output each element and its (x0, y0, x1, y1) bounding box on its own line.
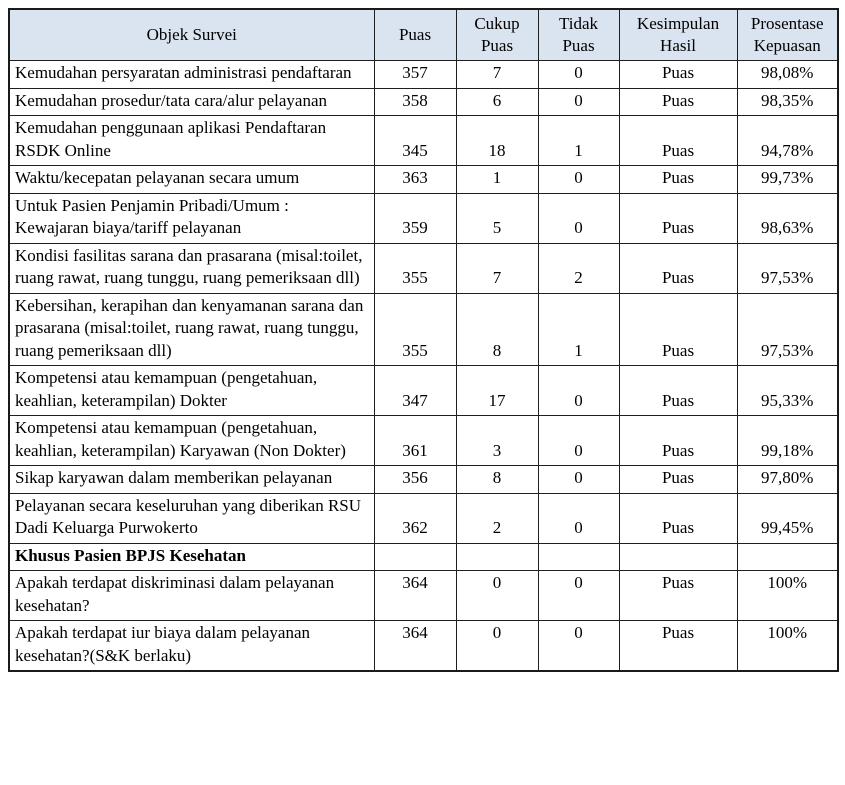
column-header-cukup-puas: Cukup Puas (456, 9, 538, 61)
cell-objek-survei: Pelayanan secara keseluruhan yang diberikan RSU Dadi Keluarga Purwokerto (9, 493, 374, 543)
table-row (9, 493, 838, 543)
cell-cukup-puas: 7 (456, 243, 538, 293)
cell-objek-survei: Kemudahan prosedur/tata cara/alur pelayanan (9, 88, 374, 116)
table-row (9, 88, 838, 116)
cell-prosentase-kepuasan: 97,53% (737, 293, 838, 366)
table-row (9, 621, 838, 672)
section-header-row (9, 543, 838, 571)
cell-cukup-puas: 18 (456, 116, 538, 166)
table-row (9, 166, 838, 194)
table-row (9, 61, 838, 89)
cell-kesimpulan-hasil: Puas (619, 193, 737, 243)
cell-tidak-puas: 0 (538, 193, 619, 243)
cell-cukup-puas: 2 (456, 493, 538, 543)
cell-puas: 355 (374, 243, 456, 293)
cell-tidak-puas: 0 (538, 61, 619, 89)
cell-prosentase-kepuasan (737, 543, 838, 571)
cell-tidak-puas: 0 (538, 366, 619, 416)
cell-prosentase-kepuasan: 99,45% (737, 493, 838, 543)
cell-cukup-puas: 5 (456, 193, 538, 243)
cell-prosentase-kepuasan: 98,35% (737, 88, 838, 116)
cell-objek-survei: Kompetensi atau kemampuan (pengetahuan, keahlian, keterampilan) Dokter (9, 366, 374, 416)
cell-kesimpulan-hasil: Puas (619, 416, 737, 466)
cell-puas (374, 543, 456, 571)
cell-kesimpulan-hasil: Puas (619, 166, 737, 194)
cell-objek-survei: Kemudahan persyaratan administrasi pendaftaran (9, 61, 374, 89)
cell-cukup-puas: 8 (456, 293, 538, 366)
table-row (9, 466, 838, 494)
cell-objek-survei: Khusus Pasien BPJS Kesehatan (9, 543, 374, 571)
cell-cukup-puas (456, 543, 538, 571)
cell-puas: 356 (374, 466, 456, 494)
cell-puas: 359 (374, 193, 456, 243)
cell-tidak-puas: 0 (538, 416, 619, 466)
cell-puas: 363 (374, 166, 456, 194)
cell-puas: 361 (374, 416, 456, 466)
cell-kesimpulan-hasil: Puas (619, 243, 737, 293)
cell-kesimpulan-hasil: Puas (619, 88, 737, 116)
table-row (9, 571, 838, 621)
cell-prosentase-kepuasan: 94,78% (737, 116, 838, 166)
cell-kesimpulan-hasil (619, 543, 737, 571)
table-row (9, 116, 838, 166)
cell-prosentase-kepuasan: 98,63% (737, 193, 838, 243)
cell-prosentase-kepuasan: 100% (737, 621, 838, 672)
cell-prosentase-kepuasan: 95,33% (737, 366, 838, 416)
table-row (9, 193, 838, 243)
column-header-prosentase-kepuasan: Prosentase Kepuasan (737, 9, 838, 61)
cell-cukup-puas: 0 (456, 621, 538, 672)
cell-prosentase-kepuasan: 97,53% (737, 243, 838, 293)
table-row (9, 366, 838, 416)
column-header-kesimpulan-hasil: Kesimpulan Hasil (619, 9, 737, 61)
column-header-puas: Puas (374, 9, 456, 61)
cell-tidak-puas: 0 (538, 166, 619, 194)
cell-tidak-puas: 0 (538, 571, 619, 621)
cell-cukup-puas: 6 (456, 88, 538, 116)
cell-objek-survei: Kompetensi atau kemampuan (pengetahuan, keahlian, keterampilan) Karyawan (Non Dokter) (9, 416, 374, 466)
survey-results-table (8, 8, 839, 672)
cell-puas: 364 (374, 571, 456, 621)
column-header-objek-survei: Objek Survei (9, 9, 374, 61)
cell-tidak-puas (538, 543, 619, 571)
table-row (9, 243, 838, 293)
cell-kesimpulan-hasil: Puas (619, 61, 737, 89)
cell-puas: 345 (374, 116, 456, 166)
table-header (9, 9, 838, 61)
cell-prosentase-kepuasan: 98,08% (737, 61, 838, 89)
cell-kesimpulan-hasil: Puas (619, 493, 737, 543)
cell-tidak-puas: 2 (538, 243, 619, 293)
table-row (9, 293, 838, 366)
cell-tidak-puas: 0 (538, 621, 619, 672)
cell-cukup-puas: 0 (456, 571, 538, 621)
cell-prosentase-kepuasan: 99,18% (737, 416, 838, 466)
cell-kesimpulan-hasil: Puas (619, 466, 737, 494)
cell-prosentase-kepuasan: 99,73% (737, 166, 838, 194)
cell-puas: 357 (374, 61, 456, 89)
cell-objek-survei: Waktu/kecepatan pelayanan secara umum (9, 166, 374, 194)
cell-objek-survei: Sikap karyawan dalam memberikan pelayanan (9, 466, 374, 494)
cell-cukup-puas: 7 (456, 61, 538, 89)
cell-objek-survei: Kemudahan penggunaan aplikasi Pendaftaran RSDK Online (9, 116, 374, 166)
cell-kesimpulan-hasil: Puas (619, 571, 737, 621)
cell-objek-survei: Untuk Pasien Penjamin Pribadi/Umum : Kewajaran biaya/tariff pelayanan (9, 193, 374, 243)
cell-kesimpulan-hasil: Puas (619, 293, 737, 366)
cell-kesimpulan-hasil: Puas (619, 116, 737, 166)
cell-puas: 355 (374, 293, 456, 366)
cell-puas: 362 (374, 493, 456, 543)
cell-objek-survei: Apakah terdapat iur biaya dalam pelayanan kesehatan?(S&K berlaku) (9, 621, 374, 672)
cell-tidak-puas: 0 (538, 466, 619, 494)
cell-cukup-puas: 1 (456, 166, 538, 194)
cell-prosentase-kepuasan: 97,80% (737, 466, 838, 494)
cell-prosentase-kepuasan: 100% (737, 571, 838, 621)
table-row (9, 416, 838, 466)
cell-puas: 358 (374, 88, 456, 116)
table-body (9, 61, 838, 672)
cell-objek-survei: Kondisi fasilitas sarana dan prasarana (misal:toilet, ruang rawat, ruang tunggu, ruang pemeriksaan dll) (9, 243, 374, 293)
cell-kesimpulan-hasil: Puas (619, 366, 737, 416)
cell-puas: 364 (374, 621, 456, 672)
cell-objek-survei: Kebersihan, kerapihan dan kenyamanan sarana dan prasarana (misal:toilet, ruang rawat, ruang tunggu, ruang pemeriksaan dll) (9, 293, 374, 366)
header-row (9, 9, 838, 61)
cell-cukup-puas: 8 (456, 466, 538, 494)
cell-tidak-puas: 0 (538, 493, 619, 543)
cell-puas: 347 (374, 366, 456, 416)
column-header-tidak-puas: Tidak Puas (538, 9, 619, 61)
cell-kesimpulan-hasil: Puas (619, 621, 737, 672)
cell-tidak-puas: 1 (538, 116, 619, 166)
cell-tidak-puas: 0 (538, 88, 619, 116)
cell-tidak-puas: 1 (538, 293, 619, 366)
cell-objek-survei: Apakah terdapat diskriminasi dalam pelayanan kesehatan? (9, 571, 374, 621)
cell-cukup-puas: 17 (456, 366, 538, 416)
cell-cukup-puas: 3 (456, 416, 538, 466)
